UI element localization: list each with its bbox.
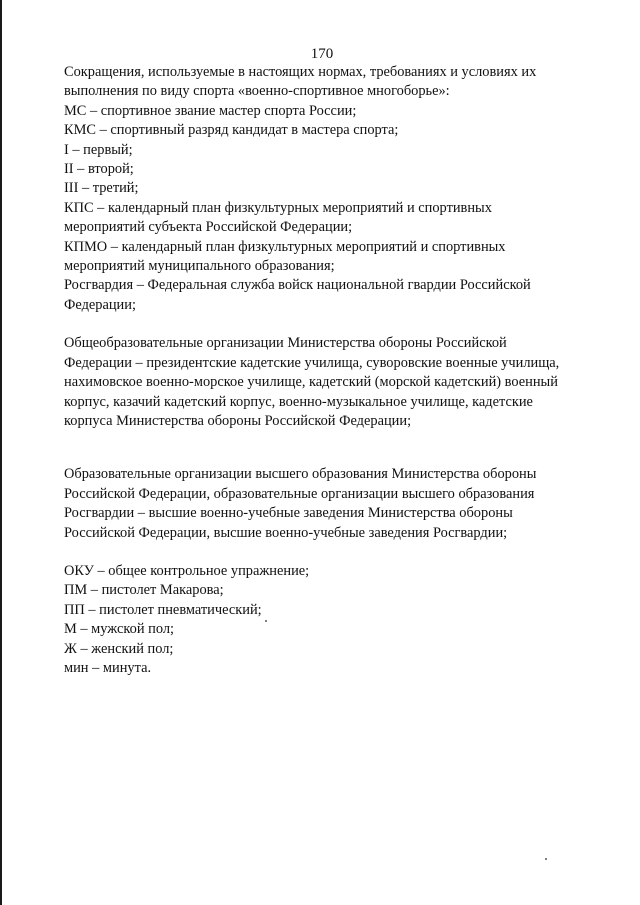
text-line: МС – спортивное звание мастер спорта России; [64,102,357,119]
text-line: Сокращения, используемые в настоящих нормах, требованиях и условиях их [64,64,537,80]
text-line: мин – минута. [64,659,152,676]
scan-speck [265,620,267,622]
paragraph-gap [64,431,594,465]
abbreviations-text [64,63,594,678]
text-line: II – второй; [64,161,134,178]
text-line: ПП – пистолет пневматический; [64,601,262,618]
text-line: КМС – спортивный разряд кандидат в мастера спорта; [64,122,399,139]
text-line: мероприятий муниципального образования; [64,258,335,275]
scan-speck [545,858,547,860]
text-line: Федерации; [64,296,136,313]
text-line: III – третий; [64,180,139,197]
abbreviations-block-general [64,63,594,315]
paragraph-gap [64,315,594,334]
abbreviations-block-higher-education [64,465,594,543]
paragraph-gap [64,543,594,562]
text-line: корпус, казачий кадетский корпус, военно-музыкальное училище, кадетские [64,393,533,410]
text-line: I – первый; [64,141,133,158]
text-line: Российской Федерации, высшие военно-учебные заведения Росгвардии; [64,524,508,541]
abbreviations-block-schools [64,334,594,431]
text-line: КПМО – календарный план физкультурных мероприятий и спортивных [64,238,506,255]
text-line: Росгвардия – Федеральная служба войск национальной гвардии Российской [64,277,531,294]
text-line: Общеобразовательные организации Министерства обороны Российской [64,335,507,352]
text-line: выполнения по виду спорта «военно-спортивное многоборье»: [64,83,450,100]
page-number: 170 [310,46,334,62]
text-line: ОКУ – общее контрольное упражнение; [64,562,310,579]
text-line: Федерации – президентские кадетские училища, суворовские военные училища, [64,354,560,371]
text-line: Российской Федерации, образовательные организации высшего образования [64,485,535,502]
text-line: Ж – женский пол; [64,640,174,657]
text-line: Образовательные организации высшего образования Министерства обороны [64,466,537,483]
text-line: М – мужской пол; [64,621,175,638]
text-line: Росгвардии – высшие военно-учебные заведения Министерства обороны [64,505,513,522]
abbreviations-block-misc [64,562,594,678]
text-line: нахимовское военно-морское училище, кадетский (морской кадетский) военный [64,374,558,391]
text-line: ПМ – пистолет Макарова; [64,582,224,599]
text-line: мероприятий субъекта Российской Федерации; [64,219,353,236]
text-line: КПС – календарный план физкультурных мероприятий и спортивных [64,199,492,216]
text-line: корпуса Министерства обороны Российской Федерации; [64,412,412,429]
